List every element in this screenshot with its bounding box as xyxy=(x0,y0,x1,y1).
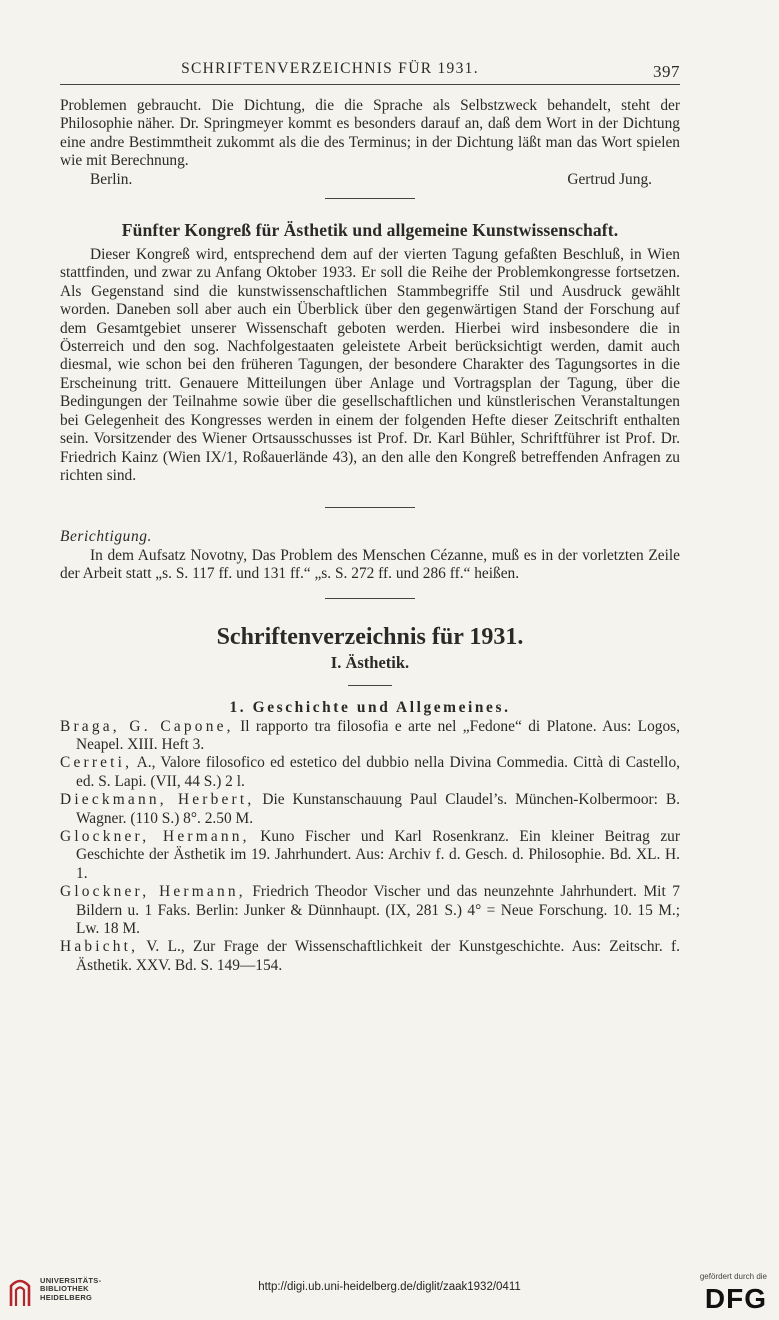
footer-bar xyxy=(0,1268,779,1320)
berichtigung-paragraph: In dem Aufsatz Novotny, Das Problem des Menschen Cézanne, muß es in der vorletzten Zeile der Arbeit statt „s. S. 117 ff. und 131 ff.“ „s. S. 272 ff. und 286 ff.“ heißen. xyxy=(60,546,680,583)
page-body xyxy=(60,97,680,975)
bibliography-entry xyxy=(60,938,680,975)
running-head: SCHRIFTENVERZEICHNIS FÜR 1931. xyxy=(181,60,479,77)
bibliography-entry xyxy=(60,883,680,938)
signature-line xyxy=(60,171,680,189)
entry-text: Il rapporto tra filosofia e arte nel „Fedone“ di Platone. Aus: Logos, Neapel. XIII. Heft 3. xyxy=(76,717,681,753)
entry-text: Friedrich Theodor Vischer und das neunzehnte Jahrhundert. Mit 7 Bildern u. 1 Faks. Berlin: Junker & Dünnhaupt. (IX, 281 S.) 4° = Neue Forschung. 10. 15 M.; Lw. 18 M. xyxy=(76,883,680,937)
bibliography-entry xyxy=(60,754,680,791)
library-name-line: BIBLIOTHEK xyxy=(40,1284,89,1294)
intro-paragraph: Problemen gebraucht. Die Dichtung, die die Sprache als Selbstzweck behandelt, steht der Philosophie näher. Dr. Springmeyer kommt es besonders darauf an, daß dem Wort in der Dichtung eine andre Bestimmtheit zukommt als die des Terminus; in der Dichtung läßt man das Wort spielen wie mit Berechnung. xyxy=(60,97,680,170)
sponsor-note: gefördert durch die xyxy=(699,1272,767,1281)
bibliography-entry xyxy=(60,718,680,755)
entry-text: Die Kunstanschauung Paul Claudel’s. München-Kolbermoor: B. Wagner. (110 S.) 8°. 2.50 M. xyxy=(76,791,680,827)
header-rule xyxy=(60,84,680,85)
entry-author: Glockner, Hermann, xyxy=(60,883,246,901)
library-name-line: UNIVERSITÄTS- xyxy=(40,1276,102,1285)
page-header xyxy=(60,60,680,86)
entry-author: Glockner, Hermann, xyxy=(60,827,250,845)
entry-author: Dieckmann, Herbert, xyxy=(60,791,255,809)
entry-author: Habicht, xyxy=(60,938,139,956)
bibliography-list xyxy=(60,718,680,976)
schriftenverzeichnis-title: Schriftenverzeichnis für 1931. xyxy=(216,623,524,650)
entry-text: A., Valore filosofico ed estetico del dubbio nella Divina Commedia. Città di Castello, ed. S. Lapi. (VII, 44 S.) 2 l. xyxy=(76,754,680,790)
entry-author: Cerreti, xyxy=(60,754,133,772)
kongress-heading: Fünfter Kongreß für Ästhetik und allgemeine Kunstwissenschaft. xyxy=(121,220,619,241)
signature-place: Berlin. xyxy=(90,170,133,188)
berichtigung-label: Berichtigung. xyxy=(60,528,153,546)
source-url-link[interactable]: http://digi.ub.uni-heidelberg.de/diglit/zaak1932/0411 xyxy=(258,1281,521,1293)
entry-text: Kuno Fischer und Karl Rosenkranz. Ein kleiner Beitrag zur Geschichte der Ästhetik im 19. Jahrhundert. Aus: Archiv f. d. Gesch. d. Philosophie. Bd. XL. H. 1. xyxy=(76,827,680,882)
library-name-line: HEIDELBERG xyxy=(40,1292,93,1302)
section-heading: 1. Geschichte und Allgemeines. xyxy=(229,698,511,716)
part-heading: I. Ästhetik. xyxy=(330,652,410,672)
signature-author: Gertrud Jung. xyxy=(567,170,652,188)
bibliography-entry xyxy=(60,828,680,883)
page-number: 397 xyxy=(653,62,680,81)
bibliography-entry xyxy=(60,791,680,828)
dfg-logo: DFG xyxy=(704,1283,767,1314)
entry-author: Braga, G. Capone, xyxy=(60,717,234,735)
entry-text: V. L., Zur Frage der Wissenschaftlichkeit der Kunstgeschichte. Aus: Zeitschr. f. Ästhetik. XXV. Bd. S. 149—154. xyxy=(76,938,680,974)
kongress-paragraph: Dieser Kongreß wird, entsprechend dem auf der vierten Tagung gefaßten Beschluß, in Wien stattfinden, und zwar zu Anfang Oktober 1933. Er soll die Reihe der Problemkongresse fortsetzen. Als Gegenstand sind die kunstwissenschaftlichen Stammbegriffe Stil und Ausdruck gewählt worden. Daneben soll aber auch ein Überblick über den gegenwärtigen Stand der Forschung auf dem Gesamtgebiet unserer Wissenschaft geboten werden. Hierbei wird insbesondere die in Österreich und den sog. Nachfolgestaaten geleistete Arbeit berücksichtigt werden, damit auch diesmal, wie schon bei den früheren Tagungen, der besondere Charakter des Tagungsortes in die Erscheinung tritt. Genauere Mitteilungen über Anlage und Vortragsplan der Tagung, über die Bedingungen der Teilnahme sowie über die gesellschaftlichen und künstlerischen Veranstaltungen bei Gelegenheit des Kongresses werden in einem der folgenden Hefte dieser Zeitschrift enthalten sein. Vorsitzender des Wiener Ortsausschusses ist Prof. Dr. Karl Bühler, Schriftführer ist Prof. Dr. Friedrich Kainz (Wien IX/1, Roßauerlände 43), an den alle den Kongreß betreffenden Anfragen zu richten sind. xyxy=(60,246,680,484)
